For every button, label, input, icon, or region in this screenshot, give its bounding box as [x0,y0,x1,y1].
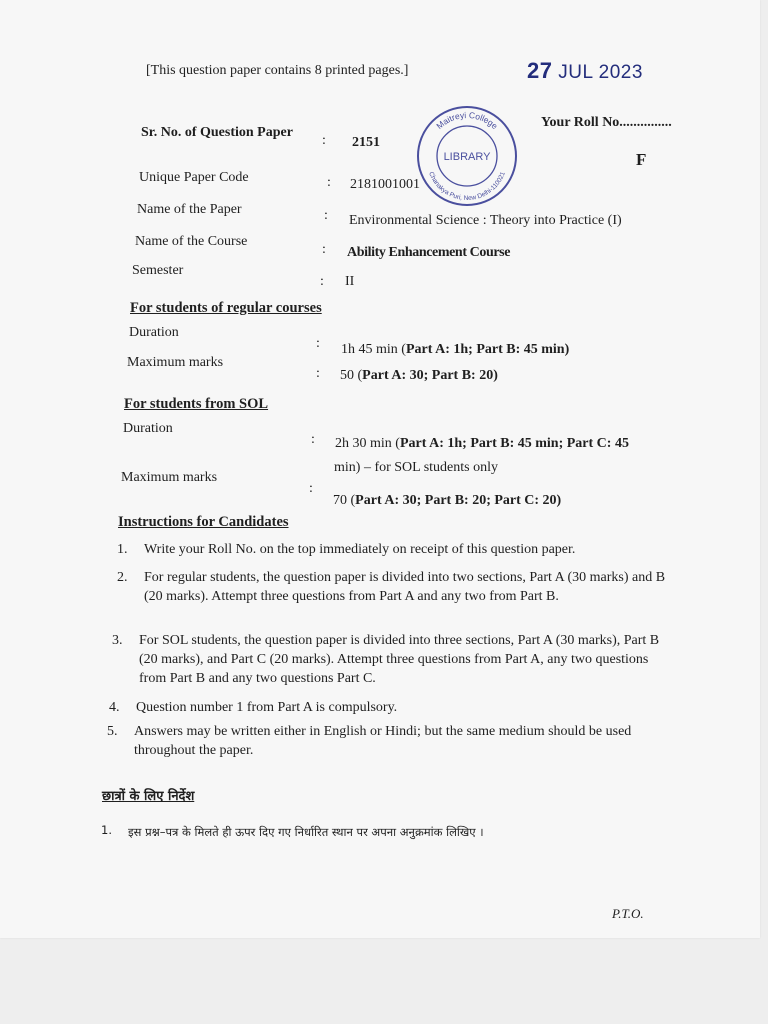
instruction-number: 5. [107,724,118,739]
course-name-label: Name of the Course [135,234,248,249]
date-day: 27 [527,58,553,83]
regular-courses-heading: For students of regular courses [130,300,322,316]
colon: : [322,242,326,257]
semester-value: II [345,274,355,289]
stamp-bottom-text: Chanakya Puri, New Delhi-110021 [427,170,507,203]
colon: : [316,366,320,381]
instruction-item [109,698,674,718]
sol-duration-note: min) – for SOL students only [334,460,498,475]
regular-marks-parts: Part A: 30; Part B: 20) [362,368,498,383]
hindi-item-number: 1. [101,823,112,837]
regular-duration-main: 1h 45 min ( [341,342,406,357]
instruction-number: 3. [112,633,123,648]
sr-no-value: 2151 [352,135,380,150]
sol-duration-main: 2h 30 min ( [335,436,400,451]
upc-value: 2181001001 [350,177,420,192]
instruction-text: For regular students, the question paper is divided into two sections, Part A (30 marks) and B (20 marks). Attempt three questions from Part A and any two from Part B. [144,570,666,604]
sol-duration-label: Duration [123,421,173,436]
paper-set: F [636,150,647,169]
instruction-text: Question number 1 from Part A is compulsory. [136,700,398,715]
sol-duration-value [335,436,629,452]
regular-marks-main: 50 ( [340,368,363,383]
instructions-heading: Instructions for Candidates [118,514,289,530]
stamp-top-text: Maitreyi College [434,109,500,132]
roll-number-label: Your Roll No............... [541,115,672,130]
date-month-year: JUL 2023 [558,62,643,83]
instruction-text: Write your Roll No. on the top immediately on receipt of this question paper. [144,542,576,557]
colon: : [327,175,331,190]
regular-duration-value [341,342,569,358]
instruction-text: For SOL students, the question paper is divided into three sections, Part A (30 marks), Part B (20 marks), and Part C (20 marks). Attempt three questions from Part A, any two questions from Part B and any two questions Part C. [139,633,660,686]
upc-label: Unique Paper Code [139,170,249,185]
colon: : [322,133,326,148]
library-stamp-icon [415,104,519,208]
regular-marks-value [340,368,498,384]
instruction-text: Answers may be written either in English or Hindi; but the same medium should be used throughout the paper. [134,724,632,758]
hindi-instructions-heading: छात्रों के लिए निर्देश [102,789,195,804]
instruction-item [117,540,677,560]
instruction-number: 1. [117,542,128,557]
regular-marks-label: Maximum marks [127,355,224,370]
paper-name-value: Environmental Science : Theory into Practice (I) [349,213,622,228]
pages-note: [This question paper contains 8 printed pages.] [146,63,409,78]
regular-duration-parts: Part A: 1h; Part B: 45 min) [405,342,570,357]
instruction-item [107,722,672,762]
instruction-number: 2. [117,570,128,585]
date-stamp [527,58,643,84]
colon: : [311,432,315,447]
paper-name-label: Name of the Paper [137,202,242,217]
course-name-value: Ability Enhancement Course [347,245,511,260]
sr-no-label: Sr. No. of Question Paper [141,125,293,140]
colon: : [320,274,324,289]
sol-heading: For students from SOL [124,396,269,412]
colon: : [324,208,328,223]
hindi-instruction-text: इस प्रश्न–पत्र के मिलते ही ऊपर दिए गए निर्धारित स्थान पर अपना अनुक्रमांक लिखिए । [128,825,484,839]
regular-duration-label: Duration [129,325,179,340]
sol-marks-main: 70 ( [333,493,356,508]
semester-label: Semester [132,263,184,278]
colon: : [316,336,320,351]
instruction-number: 4. [109,700,120,715]
sol-marks-value [333,493,561,509]
pto-mark: P.T.O. [612,906,644,921]
sol-marks-label: Maximum marks [121,470,218,485]
colon: : [309,481,313,496]
sol-marks-parts: Part A: 30; Part B: 20; Part C: 20) [355,493,562,508]
stamp-center-text: LIBRARY [443,151,491,163]
sol-duration-parts: Part A: 1h; Part B: 45 min; Part C: 45 [399,436,629,451]
instruction-item [117,568,677,628]
